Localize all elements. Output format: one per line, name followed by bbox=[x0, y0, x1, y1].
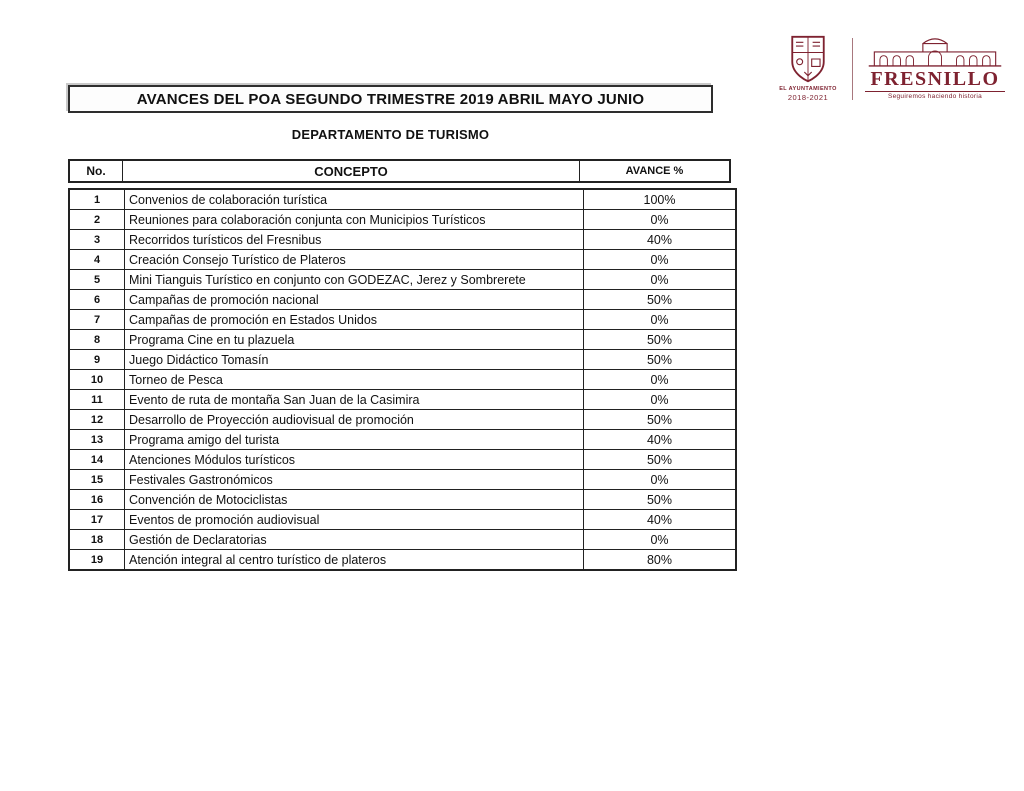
cell-avance: 0% bbox=[584, 390, 737, 410]
cell-no: 12 bbox=[69, 410, 125, 430]
table-row bbox=[69, 450, 736, 470]
cell-concepto: Campañas de promoción nacional bbox=[125, 290, 584, 310]
cell-no: 2 bbox=[69, 210, 125, 230]
logo-area bbox=[766, 34, 1012, 112]
cell-no: 3 bbox=[69, 230, 125, 250]
cell-concepto: Torneo de Pesca bbox=[125, 370, 584, 390]
cell-no: 1 bbox=[69, 189, 125, 210]
ayuntamiento-label: EL AYUNTAMIENTO bbox=[779, 86, 837, 92]
table-row bbox=[69, 550, 736, 571]
table-row bbox=[69, 189, 736, 210]
cell-concepto: Atención integral al centro turístico de plateros bbox=[125, 550, 584, 571]
cell-concepto: Programa Cine en tu plazuela bbox=[125, 330, 584, 350]
cell-avance: 50% bbox=[584, 410, 737, 430]
table-row bbox=[69, 270, 736, 290]
cell-avance: 50% bbox=[584, 330, 737, 350]
table-row bbox=[69, 470, 736, 490]
cell-no: 6 bbox=[69, 290, 125, 310]
table-row bbox=[69, 510, 736, 530]
cell-concepto: Juego Didáctico Tomasín bbox=[125, 350, 584, 370]
cell-concepto: Festivales Gastronómicos bbox=[125, 470, 584, 490]
cell-no: 8 bbox=[69, 330, 125, 350]
table-row bbox=[69, 230, 736, 250]
progress-table bbox=[68, 188, 737, 571]
cell-avance: 100% bbox=[584, 189, 737, 210]
table-row bbox=[69, 390, 736, 410]
cell-avance: 0% bbox=[584, 210, 737, 230]
cell-concepto: Mini Tianguis Turístico en conjunto con GODEZAC, Jerez y Sombrerete bbox=[125, 270, 584, 290]
cell-no: 19 bbox=[69, 550, 125, 571]
fresnillo-building-icon bbox=[865, 34, 1005, 68]
fresnillo-wordmark: FRESNILLO bbox=[870, 68, 1000, 90]
ayuntamiento-years: 2018-2021 bbox=[787, 93, 829, 102]
cell-no: 15 bbox=[69, 470, 125, 490]
cell-avance: 50% bbox=[584, 450, 737, 470]
fresnillo-logo bbox=[859, 34, 1011, 100]
cell-avance: 40% bbox=[584, 510, 737, 530]
header-avance: AVANCE % bbox=[580, 160, 731, 182]
cell-avance: 0% bbox=[584, 530, 737, 550]
ayuntamiento-crest-icon bbox=[785, 34, 831, 84]
cell-avance: 0% bbox=[584, 250, 737, 270]
cell-avance: 0% bbox=[584, 270, 737, 290]
cell-avance: 0% bbox=[584, 470, 737, 490]
table-header-row bbox=[69, 160, 730, 182]
table-row bbox=[69, 350, 736, 370]
cell-concepto: Convenios de colaboración turística bbox=[125, 189, 584, 210]
table-row bbox=[69, 250, 736, 270]
cell-concepto: Creación Consejo Turístico de Plateros bbox=[125, 250, 584, 270]
header-concepto: CONCEPTO bbox=[123, 160, 580, 182]
page-title: AVANCES DEL POA SEGUNDO TRIMESTRE 2019 ABRIL MAYO JUNIO bbox=[68, 85, 713, 113]
table-row bbox=[69, 410, 736, 430]
cell-concepto: Recorridos turísticos del Fresnibus bbox=[125, 230, 584, 250]
table-body bbox=[69, 189, 736, 570]
cell-concepto: Eventos de promoción audiovisual bbox=[125, 510, 584, 530]
cell-concepto: Evento de ruta de montaña San Juan de la Casimira bbox=[125, 390, 584, 410]
cell-concepto: Gestión de Declaratorias bbox=[125, 530, 584, 550]
cell-no: 16 bbox=[69, 490, 125, 510]
cell-no: 9 bbox=[69, 350, 125, 370]
cell-concepto: Desarrollo de Proyección audiovisual de promoción bbox=[125, 410, 584, 430]
table-row bbox=[69, 490, 736, 510]
department-subtitle: DEPARTAMENTO DE TURISMO bbox=[291, 127, 490, 142]
cell-no: 14 bbox=[69, 450, 125, 470]
fresnillo-tagline: Seguiremos haciendo historia bbox=[865, 91, 1005, 100]
cell-no: 10 bbox=[69, 370, 125, 390]
cell-avance: 0% bbox=[584, 370, 737, 390]
table-row bbox=[69, 310, 736, 330]
cell-no: 18 bbox=[69, 530, 125, 550]
cell-no: 13 bbox=[69, 430, 125, 450]
cell-no: 7 bbox=[69, 310, 125, 330]
cell-avance: 40% bbox=[584, 430, 737, 450]
ayuntamiento-logo bbox=[766, 34, 850, 102]
cell-concepto: Atenciones Módulos turísticos bbox=[125, 450, 584, 470]
table-header bbox=[68, 159, 731, 183]
cell-avance: 40% bbox=[584, 230, 737, 250]
table-row bbox=[69, 330, 736, 350]
cell-avance: 50% bbox=[584, 490, 737, 510]
cell-avance: 0% bbox=[584, 310, 737, 330]
table-row bbox=[69, 370, 736, 390]
cell-avance: 80% bbox=[584, 550, 737, 571]
table-row bbox=[69, 290, 736, 310]
cell-concepto: Programa amigo del turista bbox=[125, 430, 584, 450]
cell-concepto: Campañas de promoción en Estados Unidos bbox=[125, 310, 584, 330]
logo-divider bbox=[852, 38, 853, 100]
table-row bbox=[69, 210, 736, 230]
cell-no: 17 bbox=[69, 510, 125, 530]
cell-avance: 50% bbox=[584, 290, 737, 310]
table-row bbox=[69, 430, 736, 450]
cell-concepto: Reuniones para colaboración conjunta con Municipios Turísticos bbox=[125, 210, 584, 230]
cell-concepto: Convención de Motociclistas bbox=[125, 490, 584, 510]
cell-avance: 50% bbox=[584, 350, 737, 370]
cell-no: 4 bbox=[69, 250, 125, 270]
cell-no: 11 bbox=[69, 390, 125, 410]
table-row bbox=[69, 530, 736, 550]
header-no: No. bbox=[69, 160, 123, 182]
cell-no: 5 bbox=[69, 270, 125, 290]
